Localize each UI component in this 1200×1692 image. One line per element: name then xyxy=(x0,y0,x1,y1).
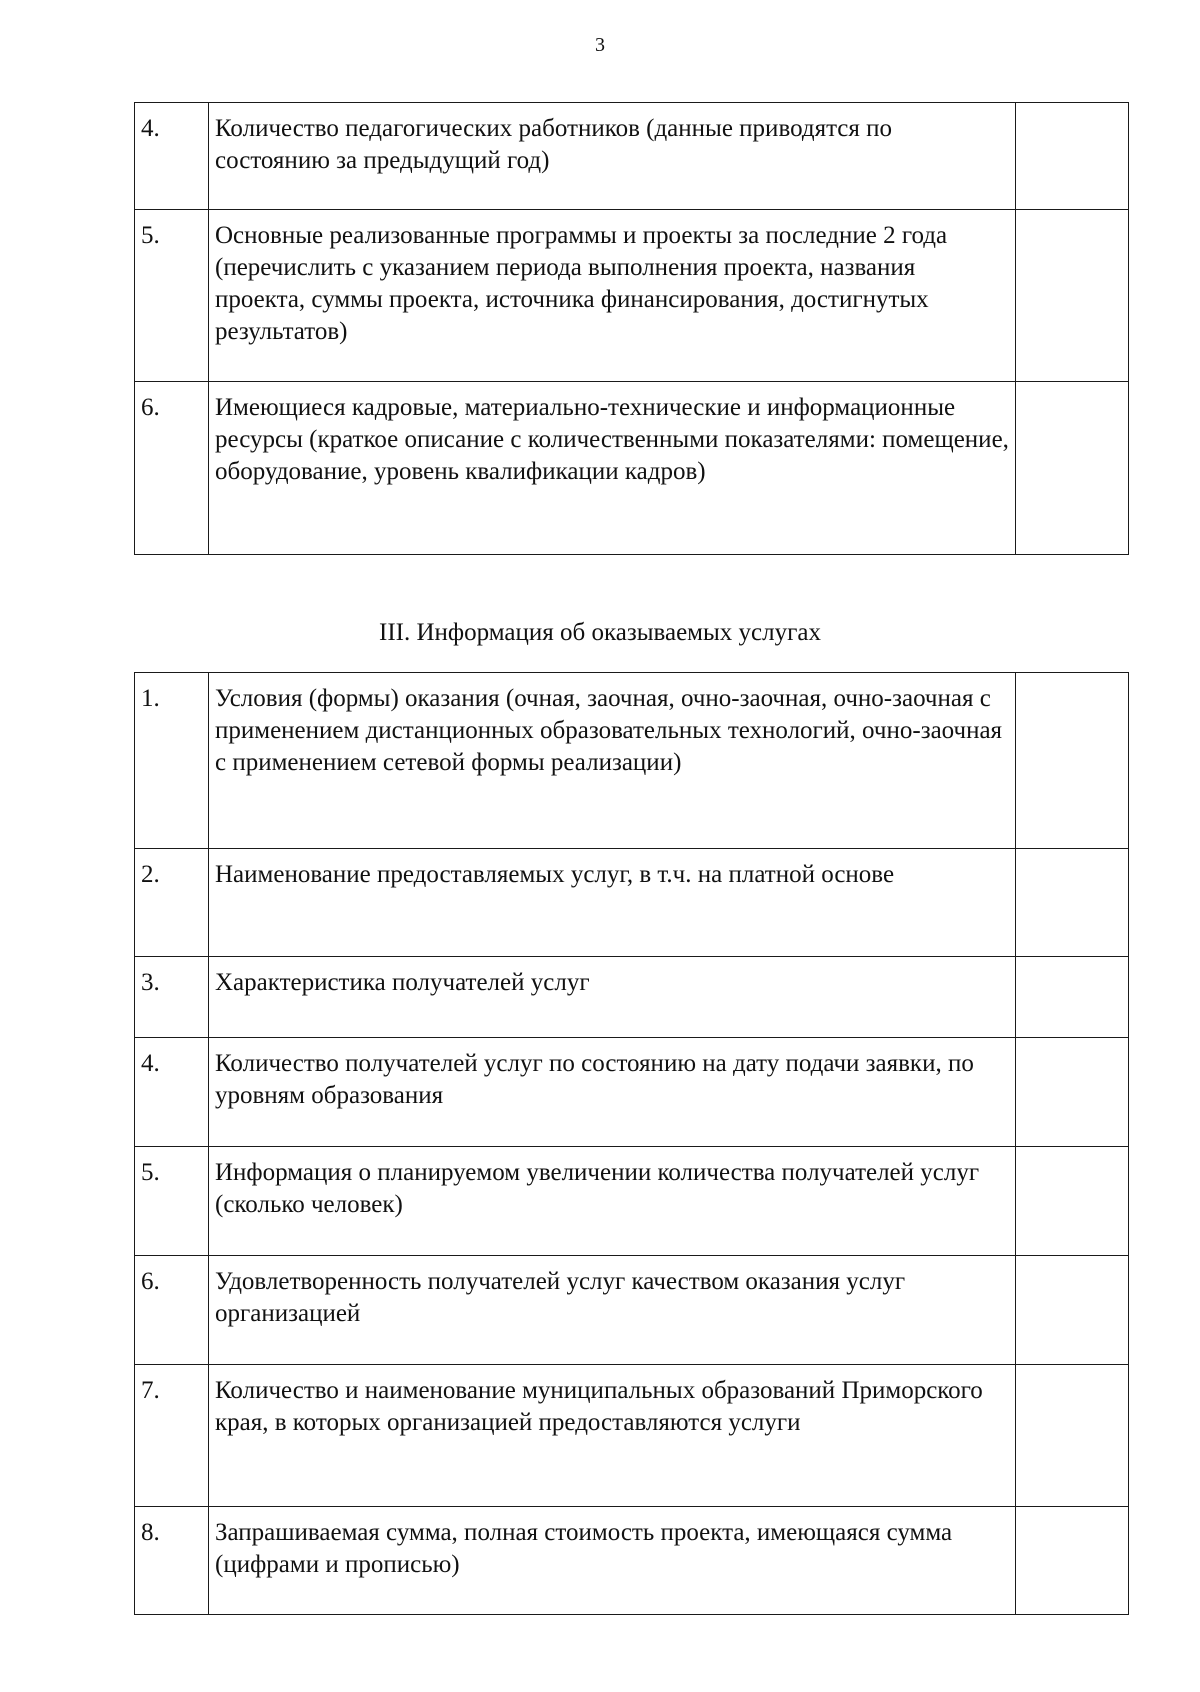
row-text: Удовлетворенность получателей услуг качеством оказания услуг организацией xyxy=(209,1256,1016,1365)
row-value-cell[interactable] xyxy=(1016,849,1129,957)
row-value-cell[interactable] xyxy=(1016,1038,1129,1147)
services-table xyxy=(134,672,1129,1615)
row-value-cell[interactable] xyxy=(1016,1365,1129,1507)
row-number: 6. xyxy=(135,382,209,555)
row-value-cell[interactable] xyxy=(1016,103,1129,210)
row-text: Наименование предоставляемых услуг, в т.ч. на платной основе xyxy=(209,849,1016,957)
table-row xyxy=(135,957,1129,1038)
row-value-cell[interactable] xyxy=(1016,673,1129,849)
row-text: Количество педагогических работников (данные приводятся по состоянию за предыдущий год) xyxy=(209,103,1016,210)
row-number: 4. xyxy=(135,1038,209,1147)
row-text: Условия (формы) оказания (очная, заочная, очно-заочная, очно-заочная с применением дистанционных образовательных технологий, очно-заочная с применением сетевой формы реализации) xyxy=(209,673,1016,849)
row-value-cell[interactable] xyxy=(1016,1256,1129,1365)
row-number: 8. xyxy=(135,1507,209,1615)
table-row xyxy=(135,1365,1129,1507)
row-number: 3. xyxy=(135,957,209,1038)
table-row xyxy=(135,849,1129,957)
section-heading: III. Информация об оказываемых услугах xyxy=(379,619,821,646)
row-text: Количество и наименование муниципальных образований Приморского края, в которых организацией предоставляются услуги xyxy=(209,1365,1016,1507)
table-row xyxy=(135,1256,1129,1365)
row-number: 7. xyxy=(135,1365,209,1507)
row-value-cell[interactable] xyxy=(1016,1507,1129,1615)
row-text: Запрашиваемая сумма, полная стоимость проекта, имеющаяся сумма (цифрами и прописью) xyxy=(209,1507,1016,1615)
row-value-cell[interactable] xyxy=(1016,210,1129,382)
table-row xyxy=(135,382,1129,555)
row-text: Основные реализованные программы и проекты за последние 2 года (перечислить с указанием периода выполнения проекта, названия проекта, суммы проекта, источника финансирования, достигнутых результатов) xyxy=(209,210,1016,382)
row-number: 1. xyxy=(135,673,209,849)
table-row xyxy=(135,673,1129,849)
table-row xyxy=(135,1507,1129,1615)
row-text: Характеристика получателей услуг xyxy=(209,957,1016,1038)
row-text: Количество получателей услуг по состоянию на дату подачи заявки, по уровням образования xyxy=(209,1038,1016,1147)
row-number: 5. xyxy=(135,1147,209,1256)
row-number: 5. xyxy=(135,210,209,382)
page-number: 3 xyxy=(595,34,605,56)
table-row xyxy=(135,210,1129,382)
row-value-cell[interactable] xyxy=(1016,382,1129,555)
table-row xyxy=(135,1038,1129,1147)
table-row xyxy=(135,1147,1129,1256)
info-table-continued xyxy=(134,102,1129,555)
row-number: 2. xyxy=(135,849,209,957)
row-value-cell[interactable] xyxy=(1016,957,1129,1038)
row-value-cell[interactable] xyxy=(1016,1147,1129,1256)
row-text: Информация о планируемом увеличении количества получателей услуг (сколько человек) xyxy=(209,1147,1016,1256)
row-number: 4. xyxy=(135,103,209,210)
row-text: Имеющиеся кадровые, материально-технические и информационные ресурсы (краткое описание с количественными показателями: помещение, оборудование, уровень квалификации кадров) xyxy=(209,382,1016,555)
row-number: 6. xyxy=(135,1256,209,1365)
table-row xyxy=(135,103,1129,210)
